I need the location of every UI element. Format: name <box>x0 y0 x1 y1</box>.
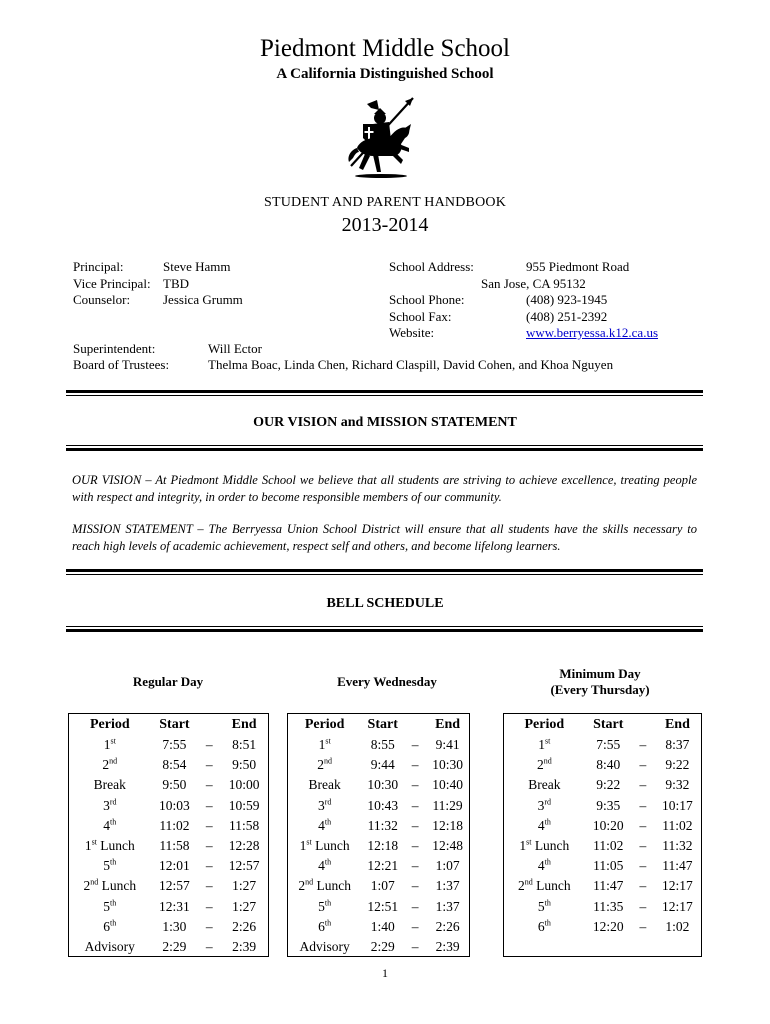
table-row <box>504 816 701 836</box>
dash-separator: – <box>411 838 419 854</box>
end-time-cell: 2:26 <box>232 918 257 934</box>
start-time-cell: 11:05 <box>593 858 624 874</box>
start-time-cell: 8:55 <box>370 737 395 753</box>
website-link[interactable]: www.berryessa.k12.ca.us <box>526 325 659 340</box>
mission-paragraph: MISSION STATEMENT – The Berryessa Union School District will ensure that all students have the skills necessary to reach high levels of academic achievement, respect self and others, and become lifelong learners. <box>72 522 697 553</box>
end-time-cell: 10:30 <box>432 757 463 773</box>
table-row <box>288 917 469 937</box>
table-row <box>504 856 701 876</box>
table-row <box>69 816 268 836</box>
period-cell: 1st <box>318 736 331 753</box>
school-subtitle: A California Distinguished School <box>276 66 494 82</box>
schedule-table-minimum <box>503 713 702 957</box>
end-time-cell: 10:00 <box>228 777 260 793</box>
start-time-cell: 1:07 <box>370 878 395 894</box>
period-cell: Advisory <box>84 938 135 954</box>
end-time-cell: 10:40 <box>432 777 463 793</box>
address-line2: San Jose, CA 95132 <box>481 276 586 291</box>
dash-separator: – <box>639 898 647 914</box>
period-cell: 3rd <box>537 797 552 813</box>
start-time-cell: 12:01 <box>159 858 190 874</box>
table-row <box>288 755 469 775</box>
dash-separator: – <box>411 797 419 813</box>
schedule-subtitle-minimum: (Every Thursday) <box>550 682 650 697</box>
table-row <box>288 937 469 957</box>
principal-label: Principal: <box>73 259 124 274</box>
period-cell: 2nd Lunch <box>518 877 571 894</box>
end-time-cell: 12:48 <box>432 838 463 854</box>
end-time-cell: 9:32 <box>665 777 690 793</box>
start-time-cell: 12:18 <box>367 838 399 854</box>
end-time-cell: 8:51 <box>232 737 257 753</box>
dash-separator: – <box>411 898 419 914</box>
table-row <box>288 816 469 836</box>
end-time-cell: 10:59 <box>228 797 260 813</box>
period-cell: 1st <box>538 736 551 753</box>
schedule-title-regular: Regular Day <box>132 674 204 689</box>
end-time-cell: 12:57 <box>228 858 260 874</box>
vision-heading: OUR VISION and MISSION STATEMENT <box>253 415 517 430</box>
period-cell: 1st Lunch <box>519 837 570 854</box>
start-time-cell: 12:20 <box>592 918 624 934</box>
period-cell: 6th <box>318 918 332 934</box>
table-row <box>288 876 469 896</box>
knight-on-horse-icon <box>343 92 419 180</box>
start-time-cell: 9:22 <box>596 777 621 793</box>
end-time-cell: 1:02 <box>665 918 690 934</box>
table-row <box>288 897 469 917</box>
end-time-cell: 2:39 <box>232 938 257 954</box>
dash-separator: – <box>205 838 213 854</box>
period-cell: 4th <box>537 817 551 833</box>
table-row <box>504 897 701 917</box>
dash-separator: – <box>411 757 419 773</box>
schedule-col-end: End <box>231 716 257 732</box>
end-time-cell: 2:39 <box>435 938 460 954</box>
period-cell: 2nd <box>317 756 333 773</box>
end-time-cell: 10:17 <box>662 797 693 813</box>
dash-separator: – <box>205 878 213 894</box>
table-row <box>504 775 701 795</box>
end-time-cell: 1:37 <box>435 898 460 914</box>
table-row <box>69 836 268 856</box>
start-time-cell: 10:43 <box>367 797 399 813</box>
start-time-cell: 10:30 <box>367 777 399 793</box>
start-time-cell: 11:47 <box>593 878 624 894</box>
start-time-cell: 8:54 <box>162 757 187 773</box>
schedule-header-row <box>504 714 701 735</box>
start-time-cell: 12:31 <box>159 898 190 914</box>
start-time-cell: 8:40 <box>596 757 621 773</box>
period-cell: 2nd <box>536 756 552 773</box>
dash-separator: – <box>639 797 647 813</box>
schedule-col-period: Period <box>89 716 130 732</box>
period-cell: 4th <box>318 857 332 874</box>
dash-separator: – <box>205 918 213 934</box>
schedule-title-wednesday: Every Wednesday <box>337 674 437 689</box>
end-time-cell: 9:22 <box>665 757 690 773</box>
end-time-cell: 1:27 <box>232 878 257 894</box>
start-time-cell: 11:02 <box>593 838 624 854</box>
start-time-cell: 7:55 <box>162 737 187 753</box>
table-row <box>69 796 268 816</box>
end-time-cell: 9:41 <box>435 737 460 753</box>
start-time-cell: 1:30 <box>162 918 187 934</box>
counselor-label: Counselor: <box>73 292 131 307</box>
schedule-col-start: Start <box>367 716 398 732</box>
table-row <box>288 775 469 795</box>
period-cell: 5th <box>103 857 117 874</box>
superintendent-label: Superintendent: <box>73 341 156 356</box>
end-time-cell: 1:07 <box>435 858 460 874</box>
table-row <box>69 897 268 917</box>
period-cell: Break <box>93 777 126 793</box>
table-row <box>69 856 268 876</box>
end-time-cell: 12:18 <box>432 817 463 833</box>
table-row <box>69 735 268 755</box>
table-row <box>288 856 469 876</box>
vice-principal-value: TBD <box>163 276 189 291</box>
start-time-cell: 9:35 <box>596 797 621 813</box>
period-cell: 4th <box>318 817 332 833</box>
schedule-col-period: Period <box>304 716 345 732</box>
start-time-cell: 11:35 <box>593 898 624 914</box>
start-time-cell: 2:29 <box>370 938 395 954</box>
schedule-col-start: Start <box>159 716 190 732</box>
dash-separator: – <box>411 858 419 874</box>
schedule-header-row <box>69 714 268 735</box>
dash-separator: – <box>411 817 419 833</box>
schedule-col-period: Period <box>524 716 565 732</box>
schedule-title-minimum: Minimum Day <box>559 666 641 681</box>
dash-separator: – <box>639 878 647 894</box>
section-rule <box>66 445 703 451</box>
table-row <box>69 775 268 795</box>
dash-separator: – <box>411 737 419 753</box>
table-row <box>69 917 268 937</box>
table-row <box>288 796 469 816</box>
section-rule <box>66 626 703 632</box>
table-row <box>504 836 701 856</box>
schedule-col-end: End <box>664 716 690 732</box>
dash-separator: – <box>639 858 647 874</box>
dash-separator: – <box>205 898 213 914</box>
dash-separator: – <box>411 938 419 954</box>
table-row <box>504 796 701 816</box>
fax-value: (408) 251-2392 <box>526 309 608 324</box>
handbook-year: 2013-2014 <box>341 214 429 236</box>
period-cell: 5th <box>537 898 551 914</box>
table-row <box>504 917 701 937</box>
end-time-cell: 12:17 <box>662 898 693 914</box>
end-time-cell: 11:58 <box>229 817 260 833</box>
phone-value: (408) 923-1945 <box>526 292 608 307</box>
page-number: 1 <box>382 966 388 980</box>
dash-separator: – <box>639 737 647 753</box>
period-cell: 1st Lunch <box>299 837 350 854</box>
period-cell: 3rd <box>317 797 332 813</box>
handbook-title: STUDENT AND PARENT HANDBOOK <box>264 195 506 210</box>
start-time-cell: 11:58 <box>159 838 190 854</box>
end-time-cell: 8:37 <box>665 737 690 753</box>
table-row <box>504 735 701 755</box>
dash-separator: – <box>205 777 213 793</box>
end-time-cell: 2:26 <box>435 918 460 934</box>
end-time-cell: 12:17 <box>662 878 693 894</box>
start-time-cell: 1:40 <box>370 918 395 934</box>
section-rule <box>66 390 703 396</box>
start-time-cell: 10:03 <box>159 797 190 813</box>
vice-principal-label: Vice Principal: <box>73 276 151 291</box>
period-cell: 1st <box>103 736 116 753</box>
table-row <box>69 755 268 775</box>
period-cell: Break <box>528 777 561 793</box>
dash-separator: – <box>639 757 647 773</box>
start-time-cell: 9:50 <box>162 777 187 793</box>
period-cell: 2nd <box>102 756 118 773</box>
superintendent-value: Will Ector <box>208 341 262 356</box>
start-time-cell: 11:02 <box>159 817 190 833</box>
website-label: Website: <box>389 325 435 340</box>
section-rule <box>66 569 703 575</box>
period-cell: 5th <box>318 898 332 914</box>
table-row <box>288 836 469 856</box>
start-time-cell: 12:51 <box>367 898 399 914</box>
schedule-table-wednesday <box>287 713 470 957</box>
table-row <box>504 876 701 896</box>
end-time-cell: 11:29 <box>432 797 463 813</box>
dash-separator: – <box>205 938 213 954</box>
start-time-cell: 9:44 <box>370 757 395 773</box>
period-cell: Break <box>308 777 341 793</box>
period-cell: 4th <box>103 817 117 833</box>
period-cell: 1st Lunch <box>84 837 135 854</box>
table-row <box>504 755 701 775</box>
start-time-cell: 11:32 <box>367 817 398 833</box>
dash-separator: – <box>205 757 213 773</box>
period-cell: 6th <box>537 918 551 934</box>
dash-separator: – <box>639 817 647 833</box>
fax-label: School Fax: <box>389 309 452 324</box>
dash-separator: – <box>205 858 213 874</box>
counselor-value: Jessica Grumm <box>163 292 243 307</box>
schedule-table-regular <box>68 713 269 957</box>
board-value: Thelma Boac, Linda Chen, Richard Claspill, David Cohen, and Khoa Nguyen <box>208 357 614 372</box>
principal-value: Steve Hamm <box>163 259 231 274</box>
address-line1: 955 Piedmont Road <box>526 259 630 274</box>
start-time-cell: 10:20 <box>592 817 624 833</box>
schedule-col-end: End <box>435 716 461 732</box>
phone-label: School Phone: <box>389 292 465 307</box>
period-cell: 2nd Lunch <box>83 877 137 894</box>
period-cell: 3rd <box>103 797 117 813</box>
table-row <box>69 937 268 957</box>
schedule-header-row <box>288 714 469 735</box>
table-row <box>69 876 268 896</box>
dash-separator: – <box>205 797 213 813</box>
dash-separator: – <box>411 777 419 793</box>
table-row <box>288 735 469 755</box>
end-time-cell: 12:28 <box>228 838 260 854</box>
start-time-cell: 2:29 <box>162 938 187 954</box>
start-time-cell: 7:55 <box>596 737 621 753</box>
end-time-cell: 11:02 <box>662 817 693 833</box>
board-label: Board of Trustees: <box>73 357 170 372</box>
school-name: Piedmont Middle School <box>260 35 510 62</box>
end-time-cell: 11:47 <box>662 858 693 874</box>
dash-separator: – <box>639 918 647 934</box>
end-time-cell: 9:50 <box>232 757 257 773</box>
dash-separator: – <box>639 777 647 793</box>
dash-separator: – <box>205 817 213 833</box>
period-cell: 4th <box>537 857 551 874</box>
dash-separator: – <box>639 838 647 854</box>
vision-paragraph: OUR VISION – At Piedmont Middle School we believe that all students are striving to achieve excellence, treating people with respect and integrity, in order to become responsible members of our community. <box>72 473 697 504</box>
period-cell: 6th <box>103 918 117 934</box>
start-time-cell: 12:21 <box>367 858 399 874</box>
end-time-cell: 1:27 <box>232 898 257 914</box>
end-time-cell: 11:32 <box>662 838 693 854</box>
schedule-col-start: Start <box>593 716 624 732</box>
period-cell: Advisory <box>299 938 350 954</box>
address-label: School Address: <box>389 259 474 274</box>
bell-schedule-heading: BELL SCHEDULE <box>326 596 444 611</box>
end-time-cell: 1:37 <box>435 878 460 894</box>
period-cell: 5th <box>103 898 117 914</box>
dash-separator: – <box>411 918 419 934</box>
period-cell: 2nd Lunch <box>298 877 351 894</box>
dash-separator: – <box>411 878 419 894</box>
dash-separator: – <box>205 737 213 753</box>
start-time-cell: 12:57 <box>159 878 190 894</box>
